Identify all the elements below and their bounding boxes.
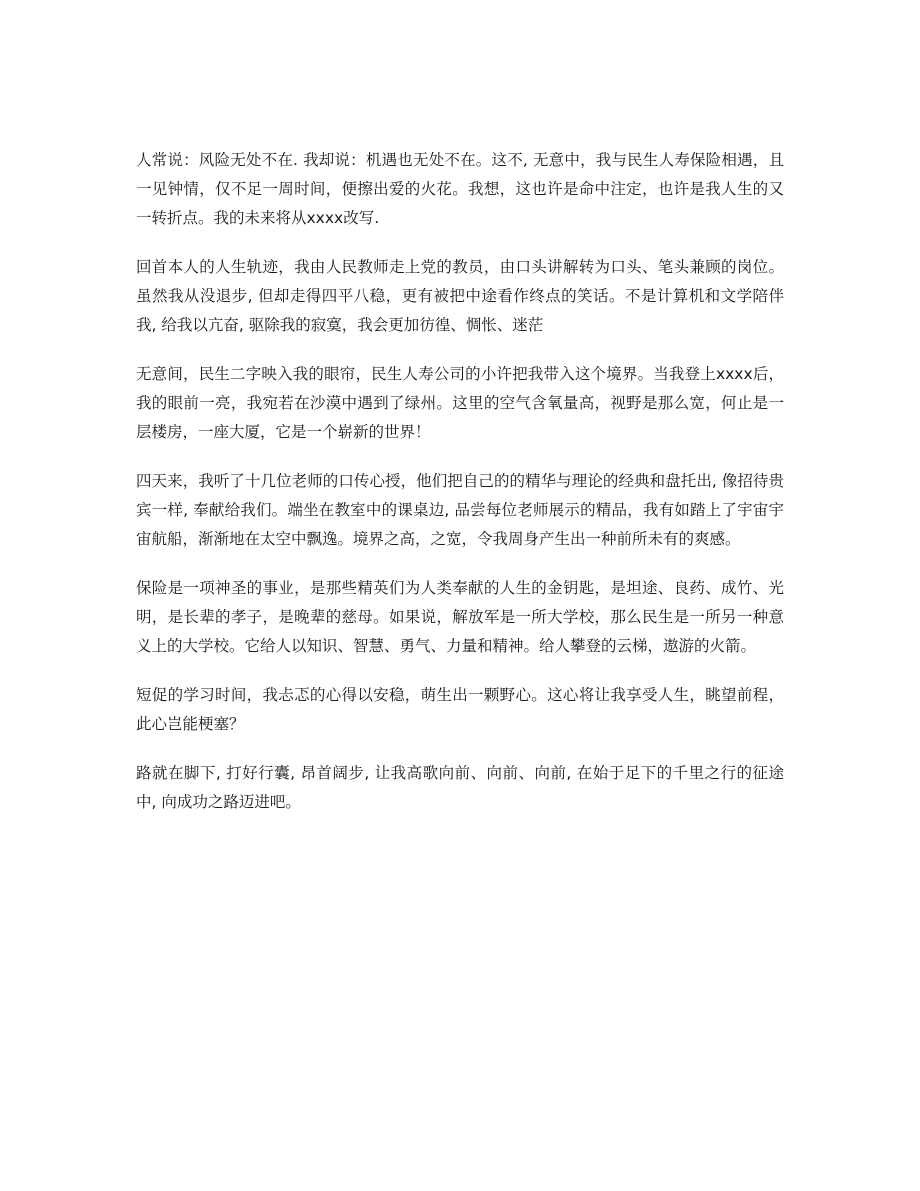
paragraph-4: 四天来，我听了十几位老师的口传心授，他们把自己的的精华与理论的经典和盘托出, 像招待贵宾一样, 奉献给我们。端坐在教室中的课桌边, 品尝每位老师展示的精品，我有如踏上了宇宙宇宙航船，渐渐地在太空中飘逸。境界之高，之宽，令我周身产生出一种前所未有的爽感。	[136, 472, 784, 548]
paragraph-2: 回首本人的人生轨迹，我由人民教师走上党的教员，由口头讲解转为口头、笔头兼顾的岗位。虽然我从没退步, 但却走得四平八稳，更有被把中途看作终点的笑话。不是计算机和文学陪伴我, 给我以亢奋, 驱除我的寂寞，我会更加彷徨、惆怅、迷茫	[136, 258, 784, 334]
paragraph-3: 无意间，民生二字映入我的眼帘，民生人寿公司的小许把我带入这个境界。当我登上xxxx后，我的眼前一亮，我宛若在沙漠中遇到了绿州。这里的空气含氧量高，视野是那么宽，何止是一层楼房，一座大厦，它是一个崭新的世界！	[136, 365, 784, 441]
paragraph-1: 人常说：风险无处不在. 我却说：机遇也无处不在。这不, 无意中，我与民生人寿保险相遇，且一见钟情，仅不足一周时间，便擦出爱的火花。我想，这也许是命中注定，也许是我人生的又一转折点。我的未来将从xxxx改写.	[136, 151, 784, 227]
paragraph-6: 短促的学习时间，我忐忑的心得以安稳，萌生出一颗野心。这心将让我享受人生，眺望前程，此心岂能梗塞？	[136, 686, 784, 733]
paragraph-7: 路就在脚下, 打好行囊, 昂首阔步, 让我高歌向前、向前、向前, 在始于足下的千里之行的征途中, 向成功之路迈进吧。	[136, 764, 784, 811]
paragraph-5: 保险是一项神圣的事业，是那些精英们为人类奉献的人生的金钥匙，是坦途、良药、成竹、光明，是长辈的孝子，是晚辈的慈母。如果说，解放军是一所大学校，那么民生是一所另一种意义上的大学校。它给人以知识、智慧、勇气、力量和精神。给人攀登的云梯，遨游的火箭。	[136, 579, 784, 655]
document-body	[136, 146, 784, 837]
